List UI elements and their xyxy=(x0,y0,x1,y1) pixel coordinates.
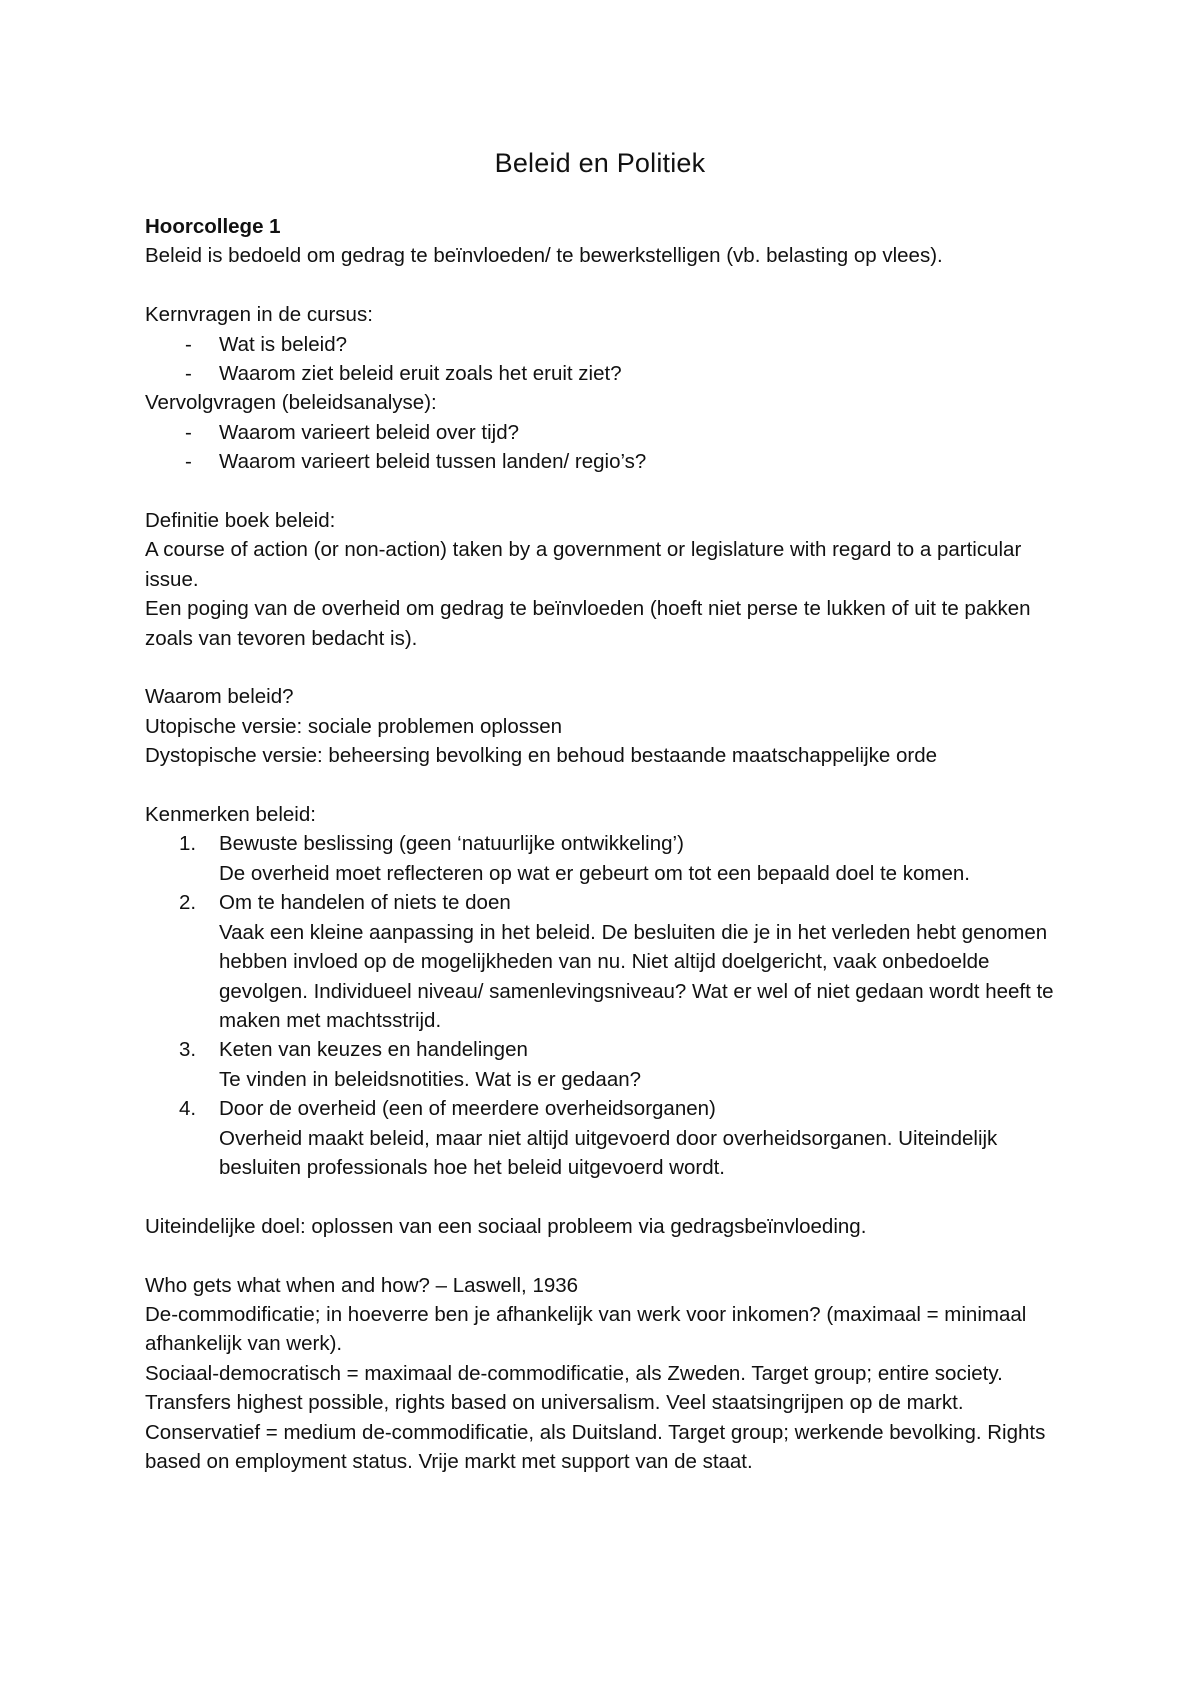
definitie-label: Definitie boek beleid: xyxy=(145,509,336,533)
list-item: 2. Om te handelen of niets te doen Vaak een kleine aanpassing in het beleid. De besluiten die je in het verleden hebt genomen hebben invloed op de mogelijkheden van nu. Niet altijd doelgericht, vaak onbedoelde gevolgen. Individueel niveau/ samenlevingsniveau? Wat er wel of niet gedaan wordt heeft te maken met machtsstrijd. xyxy=(179,891,1054,1032)
vervolgvragen-label: Vervolgvragen (beleidsanalyse): xyxy=(145,391,437,415)
kenmerken-label: Kenmerken beleid: xyxy=(145,803,316,827)
document-body xyxy=(145,212,1065,1476)
list-item: - Waarom ziet beleid eruit zoals het eruit ziet? xyxy=(185,362,622,386)
list-item: - Wat is beleid? xyxy=(185,332,347,356)
vervolgvragen-list xyxy=(145,418,1065,477)
list-item: 3. Keten van keuzes en handelingen Te vinden in beleidsnotities. Wat is er gedaan? xyxy=(179,1038,642,1091)
waarom-label: Waarom beleid? xyxy=(145,685,294,709)
conservatief-text: Conservatief = medium de-commodificatie, als Duitsland. Target group; werkende bevolking. Rights based on employment status. Vrije markt met support van de staat. xyxy=(145,1420,1046,1473)
kenmerken-list xyxy=(145,829,1065,1182)
lecture-heading: Hoorcollege 1 xyxy=(145,215,281,238)
list-item: - Waarom varieert beleid over tijd? xyxy=(185,420,520,444)
definitie-dutch: Een poging van de overheid om gedrag te beïnvloeden (hoeft niet perse te lukken of uit te pakken zoals van tevoren bedacht is). xyxy=(145,597,1031,650)
list-item: - Waarom varieert beleid tussen landen/ regio’s? xyxy=(185,450,647,474)
intro-paragraph: Beleid is bedoeld om gedrag te beïnvloeden/ te bewerkstelligen (vb. belasting op vlees). xyxy=(145,244,943,268)
kernvragen-list xyxy=(145,330,1065,389)
document-title: Beleid en Politiek xyxy=(494,148,706,178)
kernvragen-label: Kernvragen in de cursus: xyxy=(145,303,373,327)
sociaal-democratisch-text: Sociaal-democratisch = maximaal de-commodificatie, als Zweden. Target group; entire society. Transfers highest possible, rights based on universalism. Veel staatsingrijpen op de markt. xyxy=(145,1361,1003,1415)
laswell-quote: Who gets what when and how? – Laswell, 1936 xyxy=(145,1273,579,1297)
list-item: 1. Bewuste beslissing (geen ‘natuurlijke ontwikkeling’) De overheid moet reflecteren op wat er gebeurt om tot een bepaald doel te komen. xyxy=(179,832,970,885)
list-item: 4. Door de overheid (een of meerdere overheidsorganen) Overheid maakt beleid, maar niet altijd uitgevoerd door overheidsorganen. Uiteindelijk besluiten professionals hoe het beleid uitgevoerd wordt. xyxy=(179,1097,998,1179)
utopisch-text: Utopische versie: sociale problemen oplossen xyxy=(145,714,563,738)
doel-text: Uiteindelijke doel: oplossen van een sociaal probleem via gedragsbeïnvloeding. xyxy=(145,1214,867,1238)
definitie-english: A course of action (or non-action) taken by a government or legislature with regard to a particular issue. xyxy=(145,538,1022,591)
decommodificatie-text: De-commodificatie; in hoeverre ben je afhankelijk van werk voor inkomen? (maximaal = minimaal afhankelijk van werk). xyxy=(145,1302,1027,1356)
dystopisch-text: Dystopische versie: beheersing bevolking en behoud bestaande maatschappelijke orde xyxy=(145,744,938,768)
